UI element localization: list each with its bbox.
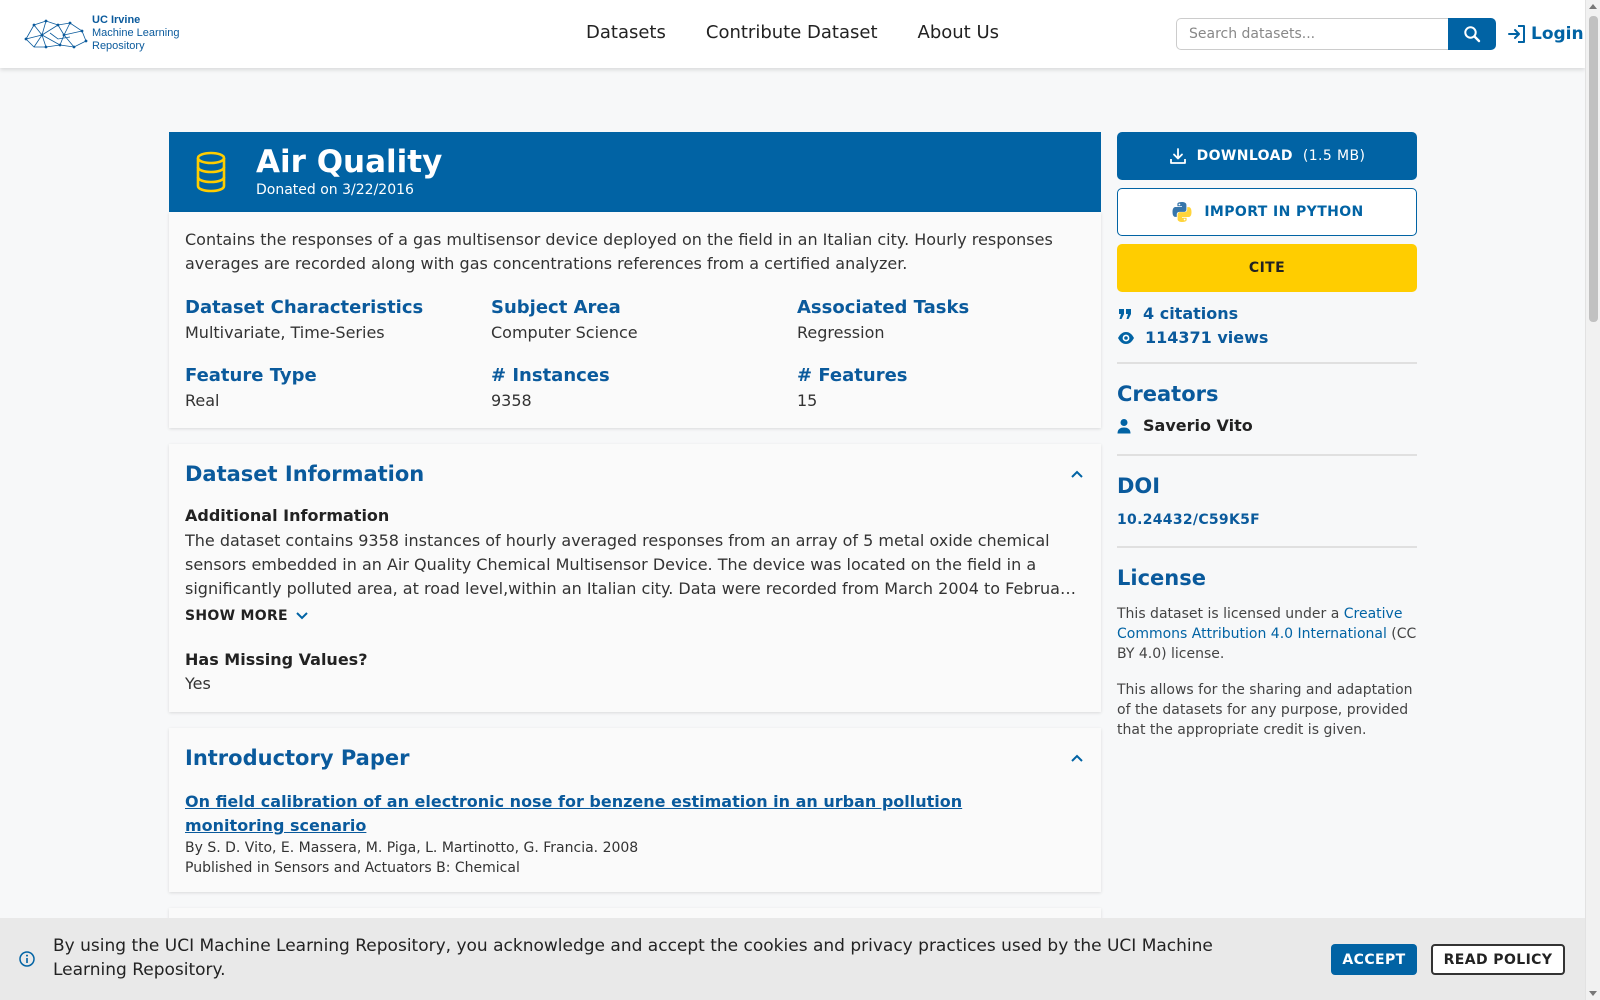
doi-link[interactable]: 10.24432/C59K5F: [1117, 512, 1261, 528]
dataset-description: Contains the responses of a gas multisensor device deployed on the field in an Italian city. Hourly responses averages are recorded along with gas concentrations references from a certified analyzer.: [185, 230, 1053, 273]
uci-logo[interactable]: [24, 14, 179, 53]
python-label: IMPORT IN PYTHON: [1204, 204, 1364, 220]
additional-info-heading: Additional Information: [185, 506, 390, 525]
license-note: This allows for the sharing and adaptation of the datasets for any purpose, provided that the appropriate credit is given.: [1117, 682, 1413, 738]
download-label: DOWNLOAD: [1196, 148, 1293, 164]
search-bar: [1176, 18, 1496, 50]
prop-subject-area: [491, 296, 797, 346]
download-icon: [1169, 147, 1187, 165]
creators-heading: Creators: [1117, 382, 1219, 406]
prop-value: Multivariate, Time-Series: [185, 323, 385, 342]
accept-cookies-button[interactable]: ACCEPT: [1331, 944, 1417, 975]
logo-text: [92, 14, 179, 53]
doi-heading: DOI: [1117, 474, 1161, 498]
nav-link-contribute-dataset[interactable]: Contribute Dataset: [705, 22, 878, 43]
cite-button[interactable]: [1117, 244, 1417, 292]
prop-value: Regression: [797, 323, 885, 342]
paper-meta: [185, 838, 638, 878]
paper-title-link[interactable]: On field calibration of an electronic nose for benzene estimation in an urban pollution monitoring scenario: [185, 792, 963, 835]
section-title: Dataset Information: [185, 462, 425, 486]
citations-count: 4 citations: [1143, 304, 1239, 323]
dataset-stats: [1117, 302, 1417, 350]
section-title: Introductory Paper: [185, 746, 410, 770]
sidebar-divider: [1117, 546, 1417, 548]
logo-line-2: Machine Learning: [92, 27, 180, 39]
top-navbar: [0, 0, 1585, 68]
chevron-up-icon[interactable]: [1071, 754, 1083, 762]
license-heading: License: [1117, 566, 1206, 590]
prop-feature-type: [185, 364, 491, 414]
license-link[interactable]: Creative Commons Attribution 4.0 International: [1117, 606, 1403, 642]
login-button[interactable]: [1506, 23, 1584, 45]
additional-information: [185, 506, 1081, 601]
prop-label: Dataset Characteristics: [185, 297, 424, 318]
nav-link-datasets[interactable]: Datasets: [586, 22, 666, 43]
introductory-paper-section: [169, 728, 1101, 892]
download-size: (1.5 MB): [1302, 148, 1366, 164]
eye-icon: [1117, 331, 1135, 345]
prop-dataset-characteristics: [185, 296, 491, 346]
dataset-properties-grid: [185, 296, 1095, 414]
scrollbar-thumb[interactable]: [1589, 16, 1598, 322]
chevron-down-icon: [296, 612, 308, 620]
scroll-up-arrow-icon[interactable]: [1589, 4, 1597, 9]
citations-link[interactable]: [1117, 302, 1417, 326]
paper-authors: By S. D. Vito, E. Massera, M. Piga, L. Martinotto, G. Francia. 2008: [185, 840, 639, 856]
info-icon: [19, 951, 35, 967]
additional-info-text: The dataset contains 9358 instances of hourly averaged responses from an array of 5 metal oxide chemical sensors embedded in an Air Quality Chemical Multisensor Device. The device was located on the field in a significantly polluted area, at road level,within an Italian city. Data were recorded from March 2004 to Februa…: [185, 531, 1076, 598]
network-logo-icon: [24, 17, 88, 51]
prop-label: Associated Tasks: [797, 297, 970, 318]
dataset-information-section: [169, 444, 1101, 712]
login-label: Login: [1531, 24, 1584, 44]
python-icon: [1170, 200, 1194, 224]
import-in-python-button[interactable]: [1117, 188, 1417, 236]
show-more-label: SHOW MORE: [185, 608, 288, 624]
dataset-title: Air Quality: [256, 144, 443, 180]
chevron-up-icon[interactable]: [1071, 470, 1083, 478]
prop-instances: [491, 364, 797, 414]
login-icon: [1506, 23, 1528, 45]
search-icon: [1463, 25, 1481, 43]
missing-values-heading: Has Missing Values?: [185, 650, 368, 669]
cookie-text: By using the UCI Machine Learning Repository, you acknowledge and accept the cookies and privacy practices used by the UCI Machine Learning Repository.: [53, 936, 1213, 980]
license-pre: This dataset is licensed under a: [1117, 606, 1344, 622]
show-more-button[interactable]: [185, 608, 308, 624]
prop-label: Feature Type: [185, 365, 317, 386]
search-input[interactable]: [1176, 18, 1448, 50]
donated-date: Donated on 3/22/2016: [256, 182, 414, 198]
prop-label: # Features: [797, 365, 908, 386]
sidebar-divider: [1117, 362, 1417, 364]
cite-label: CITE: [1248, 260, 1286, 276]
page-scrollbar[interactable]: [1585, 0, 1600, 1000]
creator-name: Saverio Vito: [1143, 416, 1253, 435]
quote-icon: [1117, 306, 1133, 322]
dataset-header: [169, 132, 1101, 212]
nav-link-about-us[interactable]: About Us: [917, 22, 999, 43]
prop-label: # Instances: [491, 365, 610, 386]
read-policy-button[interactable]: READ POLICY: [1431, 944, 1565, 975]
prop-features: [797, 364, 1095, 414]
prop-value: 9358: [491, 391, 532, 410]
views-count: 114371 views: [1145, 328, 1269, 347]
paper-published: Published in Sensors and Actuators B: Chemical: [185, 860, 520, 876]
nav-links: [586, 22, 999, 43]
creator-item: [1117, 416, 1253, 435]
download-button[interactable]: [1117, 132, 1417, 180]
scroll-down-arrow-icon[interactable]: [1589, 991, 1597, 996]
logo-line-1: UC Irvine: [92, 14, 141, 26]
missing-values: [185, 650, 367, 697]
person-icon: [1117, 418, 1131, 434]
dataset-summary-card: [169, 212, 1101, 428]
sidebar-divider: [1117, 454, 1417, 456]
prop-value: Real: [185, 391, 220, 410]
prop-value: Computer Science: [491, 323, 638, 342]
prop-label: Subject Area: [491, 297, 621, 318]
missing-values-value: Yes: [185, 674, 211, 693]
database-icon: [193, 150, 229, 194]
views-stat: [1117, 326, 1417, 350]
prop-associated-tasks: [797, 296, 1095, 346]
search-button[interactable]: [1448, 18, 1496, 50]
prop-value: 15: [797, 391, 818, 410]
license-post: (CC BY 4.0) license.: [1117, 626, 1417, 662]
license-text: [1117, 604, 1417, 664]
logo-line-3: Repository: [92, 40, 145, 52]
